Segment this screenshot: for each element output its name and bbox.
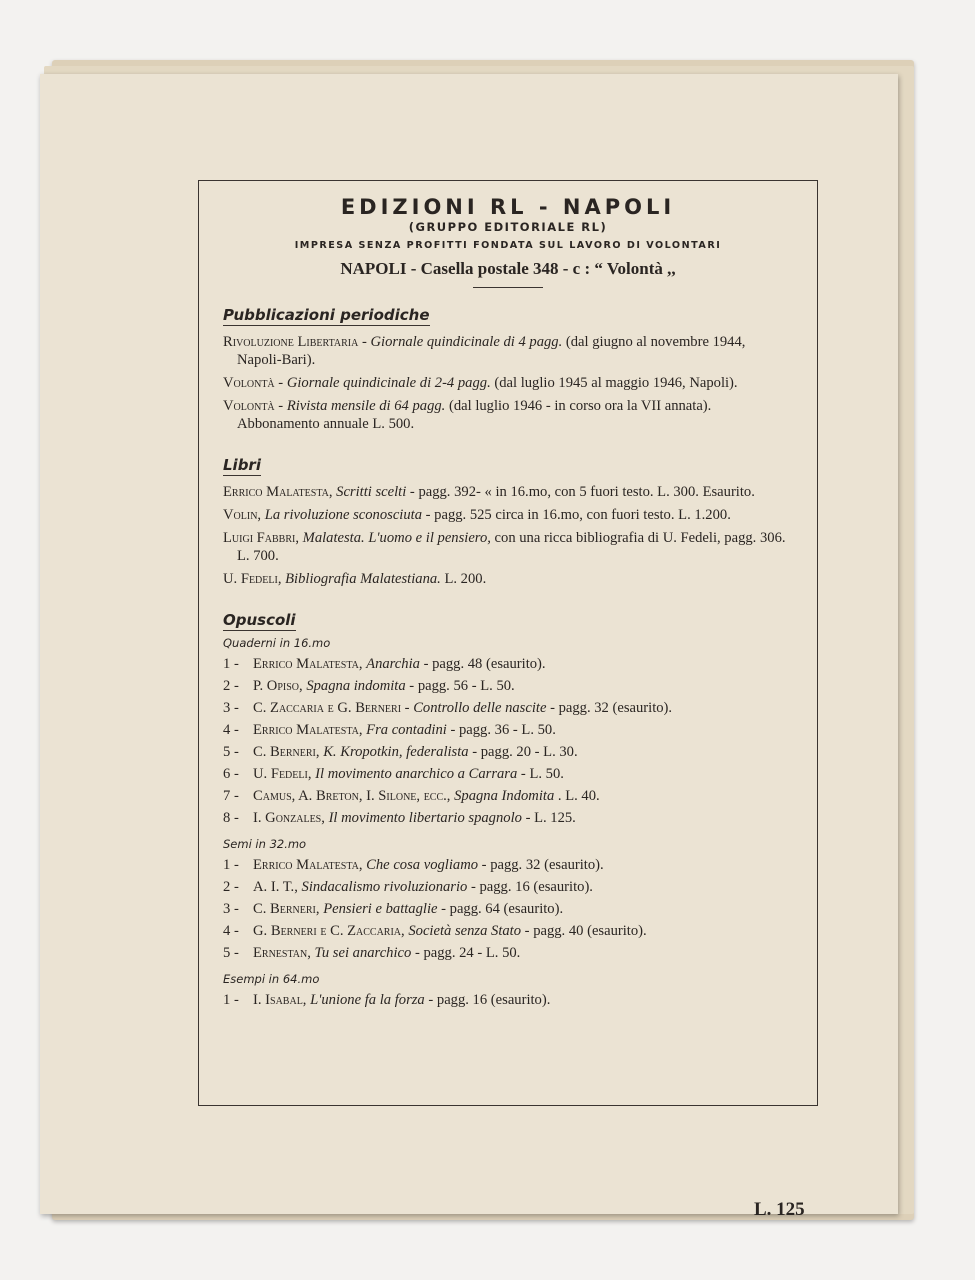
catalog-entry: Volin, La rivoluzione sconosciuta - pagg. 525 circa in 16.mo, con fuori testo. L. 1.200. (223, 507, 731, 523)
entry-details: (dal luglio 1945 al maggio 1946, Napoli). (490, 375, 738, 391)
entry-title: Bibliografia Malatestiana. (285, 571, 441, 587)
item-author: P. Opiso, (253, 678, 303, 694)
item-number: 4 - (223, 923, 239, 939)
item-title: Fra contadini (366, 722, 447, 738)
item-author: Errico Malatesta, (253, 656, 363, 672)
entry-details: con una ricca bibliografia di U. Fedeli, pagg. 306. L. 700. (237, 530, 786, 564)
list-item (223, 675, 793, 697)
publisher-header (223, 195, 793, 288)
item-details: - pagg. 56 - L. 50. (405, 678, 515, 694)
item-number: 2 - (223, 879, 239, 895)
entry-details: (dal giugno al novembre 1944, Napoli-Bari). (237, 334, 746, 368)
item-title: Il movimento libertario spagnolo (328, 810, 522, 826)
entry-author: Volontà (223, 398, 275, 414)
series-heading: Semi in 32.mo (223, 837, 307, 851)
item-number: 1 - (223, 992, 239, 1008)
item-author: C. Berneri, (253, 744, 320, 760)
catalog-entry: Volontà - Rivista mensile di 64 pagg. (dal luglio 1946 - in corso ora la VII annata). Abbonamento annuale L. 500. (223, 398, 712, 432)
publisher-subtitle: (GRUPPO EDITORIALE RL) (408, 220, 608, 234)
item-title: Tu sei anarchico (314, 945, 412, 961)
list-item (223, 697, 793, 719)
item-details: - pagg. 48 (esaurito). (419, 656, 546, 672)
entry-author: Rivoluzione Libertaria (223, 334, 359, 350)
entry-title: Giornale quindicinale di 2-4 pagg. (286, 375, 491, 391)
list-item (223, 942, 793, 964)
item-author: Ernestan, (253, 945, 311, 961)
item-details: - pagg. 16 (esaurito). (424, 992, 551, 1008)
list-item (223, 785, 793, 807)
item-number: 5 - (223, 945, 239, 961)
entry-details: L. 200. (440, 571, 487, 587)
item-author: C. Zaccaria e G. Berneri - (253, 700, 410, 716)
list-item (223, 741, 793, 763)
item-title: Società senza Stato (408, 923, 522, 939)
item-details: - pagg. 64 (esaurito). (437, 901, 564, 917)
publisher-tagline: IMPRESA SENZA PROFITTI FONDATA SUL LAVORO DI VOLONTARI (294, 240, 722, 251)
item-number: 3 - (223, 901, 239, 917)
list-item (223, 653, 793, 675)
series-heading: Quaderni in 16.mo (223, 636, 331, 650)
periodiche-list (223, 333, 793, 433)
section-heading-periodiche: Pubblicazioni periodiche (223, 306, 430, 324)
item-title: Anarchia (366, 656, 420, 672)
item-number: 4 - (223, 722, 239, 738)
item-author: Errico Malatesta, (253, 857, 363, 873)
list-item (223, 854, 793, 876)
item-title: Pensieri e battaglie (323, 901, 438, 917)
section-heading-libri: Libri (223, 456, 261, 474)
back-cover-page (40, 74, 898, 1220)
entry-details: - pagg. 392- « in 16.mo, con 5 fuori testo. L. 300. Esaurito. (406, 484, 755, 500)
item-number: 1 - (223, 857, 239, 873)
item-number: 5 - (223, 744, 239, 760)
catalog-entry: Luigi Fabbri, Malatesta. L'uomo e il pensiero, con una ricca bibliografia di U. Fedeli, pagg. 306. L. 700. (223, 530, 786, 564)
item-details: - pagg. 36 - L. 50. (446, 722, 556, 738)
entry-title: Rivista mensile di 64 pagg. (286, 398, 446, 414)
entry-title: Scritti scelti (336, 484, 407, 500)
item-details: . L. 40. (554, 788, 600, 804)
entry-author: Volin (223, 507, 258, 523)
catalog-entry: Volontà - Giornale quindicinale di 2-4 pagg. (dal luglio 1945 al maggio 1946, Napoli). (223, 375, 738, 391)
item-title: Sindacalismo rivoluzionario (301, 879, 468, 895)
entry-title: Malatesta. L'uomo e il pensiero, (302, 530, 491, 546)
publisher-address: NAPOLI - Casella postale 348 - c : “ Volontà ,, (340, 259, 676, 278)
entry-title: La rivoluzione sconosciuta (264, 507, 423, 523)
item-title: K. Kropotkin, federalista (323, 744, 469, 760)
item-details: - pagg. 24 - L. 50. (411, 945, 521, 961)
item-author: C. Berneri, (253, 901, 320, 917)
item-details: - pagg. 20 - L. 30. (468, 744, 578, 760)
item-title: Che cosa vogliamo (366, 857, 479, 873)
list-item (223, 989, 793, 1011)
item-author: G. Berneri e C. Zaccaria, (253, 923, 405, 939)
item-title: L'unione fa la forza (310, 992, 425, 1008)
list-item (223, 719, 793, 741)
item-details: - pagg. 32 (esaurito). (546, 700, 673, 716)
item-title: Il movimento anarchico a Carrara (315, 766, 518, 782)
cover-price: L. 125 (754, 1199, 805, 1220)
header-divider (473, 287, 543, 288)
item-author: I. Gonzales, (253, 810, 325, 826)
item-number: 7 - (223, 788, 239, 804)
libri-list (223, 483, 793, 588)
item-details: - pagg. 32 (esaurito). (478, 857, 604, 873)
catalog-entry: U. Fedeli, Bibliografia Malatestiana. L. 200. (223, 571, 487, 587)
item-title: Controllo delle nascite (413, 700, 547, 716)
item-number: 2 - (223, 678, 239, 694)
entry-author: Errico Malatesta (223, 484, 329, 500)
item-number: 6 - (223, 766, 239, 782)
item-details: - pagg. 16 (esaurito). (467, 879, 593, 895)
item-author: A. I. T., (253, 879, 298, 895)
section-heading-opuscoli: Opuscoli (223, 611, 296, 629)
item-number: 8 - (223, 810, 239, 826)
item-author: U. Fedeli, (253, 766, 312, 782)
entry-author: Luigi Fabbri (223, 530, 296, 546)
item-title: Spagna indomita (306, 678, 406, 694)
item-title: Spagna Indomita (454, 788, 555, 804)
item-author: I. Isabal, (253, 992, 307, 1008)
item-details: - L. 50. (517, 766, 564, 782)
item-details: - L. 125. (521, 810, 576, 826)
opuscoli-groups (223, 636, 793, 1011)
entry-details: (dal luglio 1946 - in corso ora la VII annata). Abbonamento annuale L. 500. (237, 398, 712, 432)
entry-details: - pagg. 525 circa in 16.mo, con fuori testo. L. 1.200. (422, 507, 731, 523)
list-item (223, 807, 793, 829)
list-item (223, 763, 793, 785)
item-number: 1 - (223, 656, 239, 672)
entry-author: U. Fedeli (223, 571, 278, 587)
entry-title: Giornale quindicinale di 4 pagg. (370, 334, 563, 350)
list-item (223, 876, 793, 898)
entry-author: Volontà (223, 375, 275, 391)
item-author: Errico Malatesta, (253, 722, 363, 738)
catalog-frame (198, 180, 818, 1106)
list-item (223, 920, 793, 942)
item-author: Camus, A. Breton, I. Silone, ecc., (253, 788, 451, 804)
item-details: - pagg. 40 (esaurito). (521, 923, 647, 939)
list-item (223, 898, 793, 920)
series-heading: Esempi in 64.mo (223, 972, 320, 986)
catalog-entry: Errico Malatesta, Scritti scelti - pagg. 392- « in 16.mo, con 5 fuori testo. L. 300. Esaurito. (223, 484, 755, 500)
publisher-title: EDIZIONI RL - NAPOLI (340, 195, 676, 219)
catalog-entry: Rivoluzione Libertaria - Giornale quindicinale di 4 pagg. (dal giugno al novembre 1944, Napoli-Bari). (223, 334, 746, 368)
item-number: 3 - (223, 700, 239, 716)
